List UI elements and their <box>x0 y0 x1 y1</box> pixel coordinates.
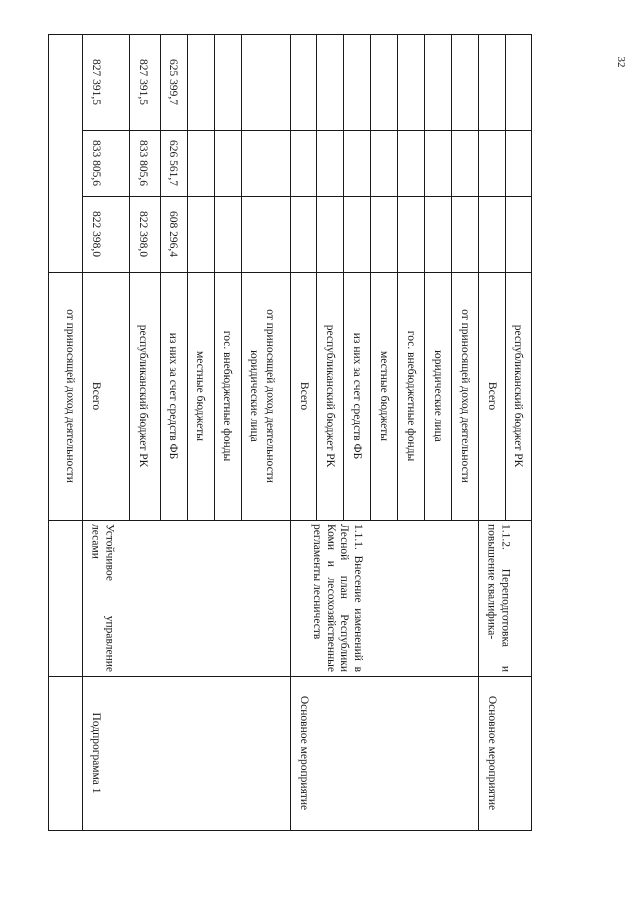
cell-name: Устойчивое управление лесами <box>90 524 116 672</box>
cell-value-2019: 822 398,0 <box>137 211 149 257</box>
cell-source: юридические лица <box>432 350 444 442</box>
cell-source: республиканский бюджет РК <box>512 324 524 468</box>
row-divider <box>370 34 371 521</box>
cell-source: гос. внебюджетные фонды <box>221 330 233 462</box>
cell-type: Подпрограмма 1 <box>90 712 102 794</box>
row-divider <box>160 34 161 521</box>
row-divider <box>397 34 398 521</box>
cell-source: из них за счет средств ФБ <box>167 332 179 460</box>
cell-name: 1.1.1. Внесение изменений в Лесной план Республики Коми и лесохозяйственные регламенты лесничеств <box>311 524 364 672</box>
cell-source: из них за счет средств ФБ <box>351 332 363 460</box>
row-divider <box>478 34 479 831</box>
cell-type: Основное мероприятие <box>486 695 498 811</box>
cell-value-2020: 833 805,6 <box>90 140 102 186</box>
cell-source: Всего <box>90 381 102 411</box>
row-divider <box>187 34 188 521</box>
cell-source: местные бюджеты <box>194 350 206 442</box>
cell-source: Всего <box>486 381 498 411</box>
cell-value-2019: 608 296,4 <box>167 211 179 257</box>
cell-source: от приносящей доход деятельности <box>459 309 471 483</box>
table-border-right <box>48 34 532 35</box>
row-divider <box>451 34 452 521</box>
table-border-top <box>48 34 49 831</box>
cell-value-2020: 833 805,6 <box>137 140 149 186</box>
cell-value-2020: 626 561,7 <box>167 140 179 186</box>
cell-value-2021: 827 391,5 <box>137 59 149 105</box>
row-divider <box>129 34 130 521</box>
row-divider <box>241 34 242 521</box>
column-divider <box>48 676 532 677</box>
cell-source: от приносящей доход деятельности <box>64 309 76 483</box>
cell-value-2019: 822 398,0 <box>90 211 102 257</box>
cell-type: Основное мероприятие <box>298 695 310 811</box>
cell-source: гос. внебюджетные фонды <box>405 330 417 462</box>
row-divider <box>343 34 344 521</box>
row-divider <box>214 34 215 521</box>
cell-value-2021: 827 391,5 <box>90 59 102 105</box>
cell-source: местные бюджеты <box>378 350 390 442</box>
row-divider <box>290 34 291 831</box>
cell-name: 1.1.2. Переподготовка и повышение квалифика- <box>486 524 512 672</box>
row-divider <box>505 34 506 521</box>
row-divider <box>424 34 425 521</box>
cell-source: юридические лица <box>248 350 260 442</box>
cell-value-2021: 625 399,7 <box>167 59 179 105</box>
table-border-left <box>48 830 532 831</box>
cell-source: от приносящей доход деятельности <box>264 309 276 483</box>
row-divider <box>82 34 83 831</box>
cell-source: республиканский бюджет РК <box>324 324 336 468</box>
row-divider <box>316 34 317 521</box>
cell-source: республиканский бюджет РК <box>137 324 149 468</box>
column-divider <box>48 520 532 521</box>
cell-source: Всего <box>298 381 310 411</box>
table-border-bottom <box>531 34 532 831</box>
page-number: 32 <box>615 56 627 68</box>
